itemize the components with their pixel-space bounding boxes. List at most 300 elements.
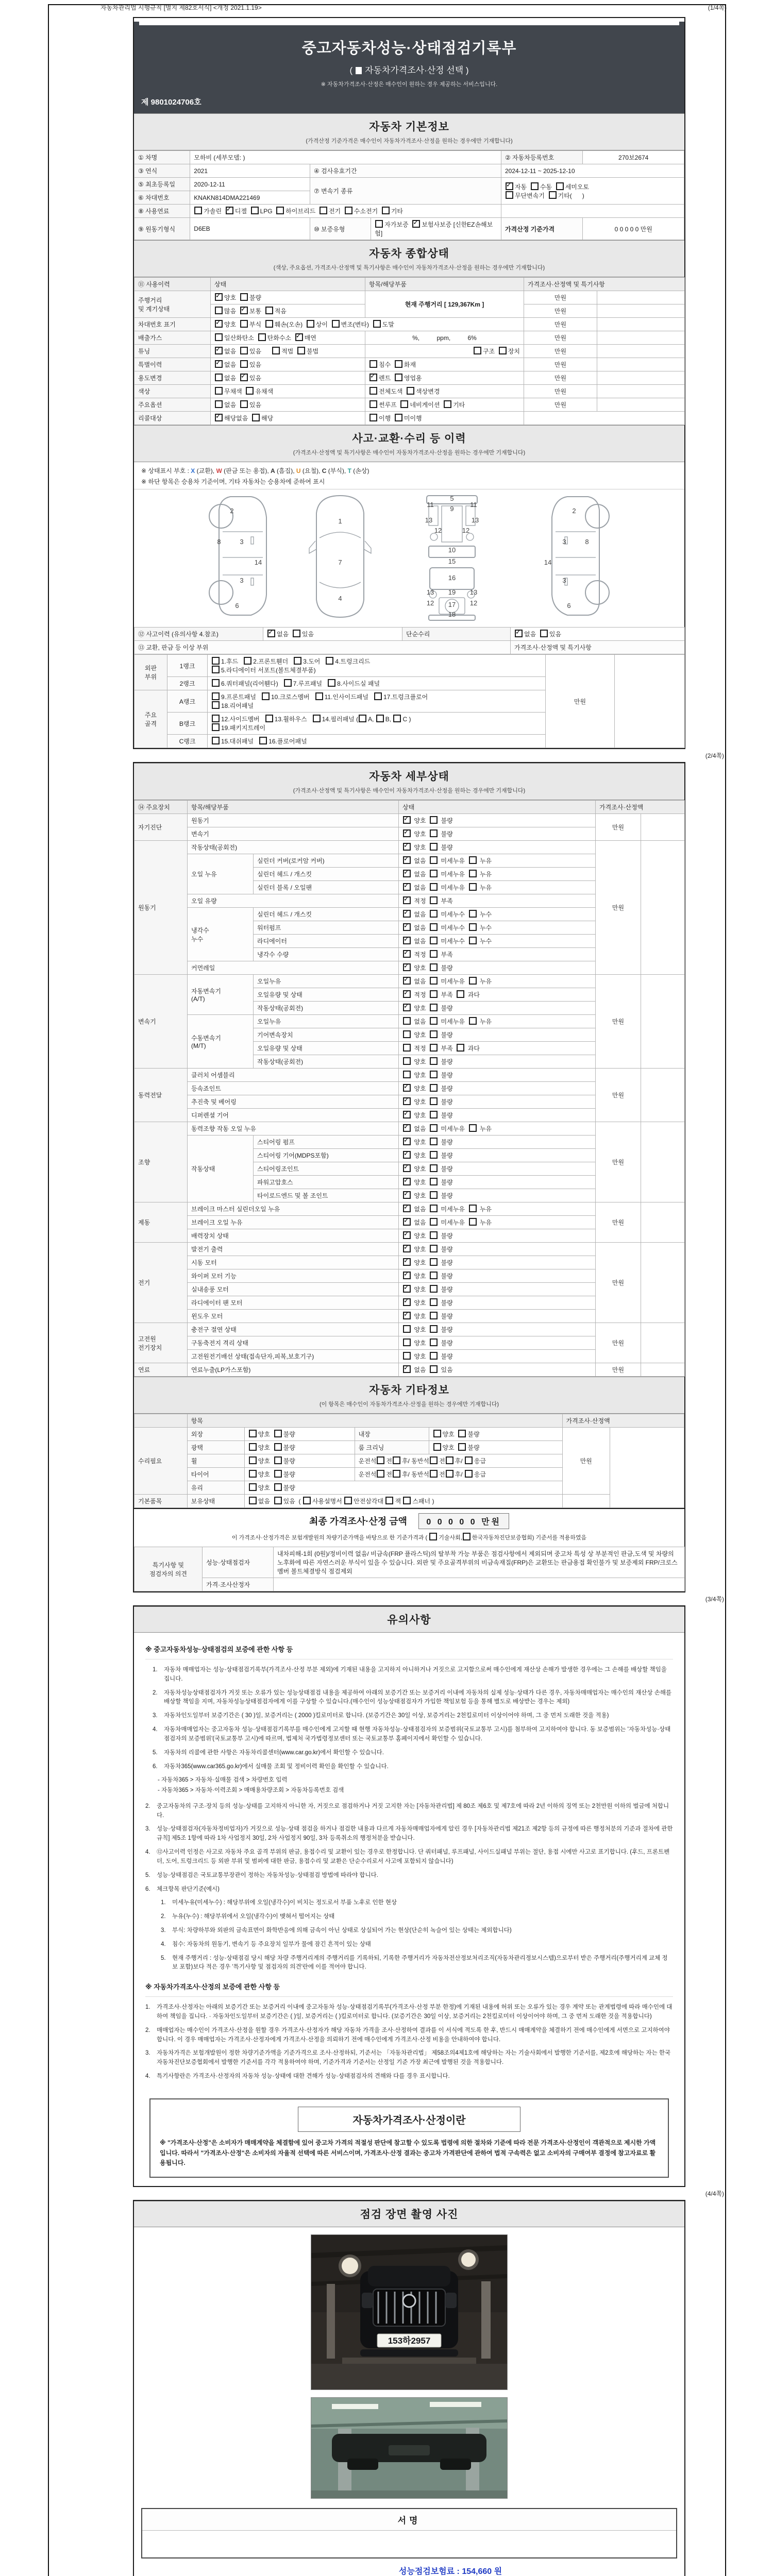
checkbox[interactable] bbox=[403, 1057, 411, 1065]
checkbox[interactable] bbox=[457, 990, 464, 998]
cell: ✓ 없음 미세누수 누수 bbox=[399, 908, 596, 921]
cell: 배출가스 bbox=[135, 331, 211, 345]
cell: ✓ 적정 부족 bbox=[399, 948, 596, 961]
checkbox[interactable] bbox=[215, 400, 223, 408]
notice-item-number: 2. bbox=[145, 1803, 150, 1809]
checkbox[interactable] bbox=[531, 182, 539, 190]
checkbox[interactable] bbox=[430, 1312, 438, 1319]
checkbox[interactable] bbox=[430, 843, 438, 851]
checkbox[interactable] bbox=[295, 333, 303, 341]
cell: 양호 불량 bbox=[244, 1454, 355, 1468]
page1-box bbox=[133, 17, 685, 749]
checkbox[interactable] bbox=[430, 910, 438, 918]
checkbox[interactable] bbox=[374, 692, 382, 700]
cell: 라디에이터 팬 모터 bbox=[188, 1296, 399, 1310]
checkbox[interactable] bbox=[506, 191, 513, 199]
diagram-part-number: 17 bbox=[448, 601, 456, 608]
checkbox[interactable] bbox=[469, 1218, 477, 1226]
checkbox[interactable] bbox=[320, 207, 327, 214]
notice-header bbox=[134, 1606, 684, 1633]
checkbox[interactable] bbox=[430, 1285, 438, 1293]
cell: KNAKN814DMA221469 bbox=[190, 191, 310, 205]
cell: 양호 불량 bbox=[399, 1055, 596, 1069]
checkbox[interactable] bbox=[465, 1470, 473, 1478]
checkbox[interactable] bbox=[403, 1164, 411, 1172]
checkbox[interactable] bbox=[212, 692, 220, 700]
cell: 만원 bbox=[524, 304, 597, 318]
cell: ⑬ 교환, 판금 등 이상 부위 bbox=[135, 641, 511, 654]
checkbox[interactable] bbox=[430, 1272, 438, 1279]
checkbox[interactable] bbox=[430, 856, 438, 864]
checkbox[interactable] bbox=[430, 1004, 438, 1011]
checkbox[interactable] bbox=[403, 1272, 411, 1279]
checkbox[interactable] bbox=[212, 715, 220, 722]
checkbox[interactable] bbox=[469, 923, 477, 931]
checkbox[interactable] bbox=[215, 307, 223, 314]
checkbox[interactable] bbox=[403, 937, 411, 944]
checkbox[interactable] bbox=[259, 737, 267, 744]
cell bbox=[641, 1323, 685, 1363]
checkbox[interactable] bbox=[240, 374, 248, 381]
checkbox[interactable] bbox=[403, 1138, 411, 1145]
checkbox[interactable] bbox=[215, 414, 223, 421]
checkbox[interactable] bbox=[499, 347, 507, 354]
cell: 실린더 헤드 / 개스킷 bbox=[254, 908, 399, 921]
checkbox[interactable] bbox=[469, 910, 477, 918]
notice-sub-line: - 자동차365 > 자동차·이력조회 > 매매용차량조회 > 자동차등록번호 검색 bbox=[158, 1787, 344, 1793]
checkbox[interactable] bbox=[430, 950, 438, 958]
cell: D6EB bbox=[190, 218, 310, 240]
checkbox[interactable] bbox=[430, 1298, 438, 1306]
checkbox[interactable] bbox=[403, 883, 411, 891]
cell: 특기사항 및 점검자의 의견 bbox=[135, 1547, 203, 1591]
checkbox[interactable] bbox=[345, 207, 352, 214]
checkbox[interactable] bbox=[293, 630, 300, 637]
cell: A랭크 bbox=[167, 690, 208, 713]
cell: 가격조사·산정액 및 특기사항 bbox=[511, 641, 685, 654]
checkbox[interactable] bbox=[430, 923, 438, 931]
legend-segment: T bbox=[347, 467, 351, 474]
checkbox[interactable] bbox=[377, 1470, 384, 1478]
cell: 실내송풍 모터 bbox=[188, 1283, 399, 1296]
checkbox[interactable] bbox=[274, 1470, 282, 1478]
checkbox[interactable] bbox=[369, 387, 377, 395]
checkbox[interactable] bbox=[469, 1124, 477, 1132]
checkbox[interactable] bbox=[430, 1365, 438, 1373]
checkbox[interactable] bbox=[556, 182, 564, 190]
checkbox[interactable] bbox=[249, 1443, 257, 1451]
checkbox[interactable] bbox=[274, 1483, 282, 1491]
checkbox[interactable] bbox=[297, 347, 305, 354]
notice-body bbox=[134, 1633, 684, 2091]
checkbox[interactable] bbox=[369, 374, 377, 381]
checkbox[interactable] bbox=[240, 320, 248, 328]
checkbox[interactable] bbox=[403, 870, 411, 877]
detail-subtitle: (가격조사·산정액 및 특기사항은 매수인이 자동차가격조사·산정을 원하는 경우에만 기재합니다) bbox=[293, 788, 526, 794]
cell: 양호 불량 bbox=[399, 1323, 596, 1336]
notice-item-text: 자동차매매업자는 중고자동차 성능·상태점검기록부를 매수인에게 고지할 때 현행 자동차성능·상태점검자의 보증범위(국토교통부 고시)를 첨부하여 고지하여야 합니다. 동 보증범위는 '자동차성능·상태점검자의 보증범위'(국토교통부 고시)에 따르며, 법제처 국가법령정보센터 또는 국토교통부 홈페이지에서 확인할 수 있습니다. bbox=[164, 1726, 671, 1742]
cell: 무채색 유채색 bbox=[211, 385, 365, 398]
checkbox[interactable] bbox=[430, 1231, 438, 1239]
diagram-part-number: 12 bbox=[426, 599, 434, 607]
checkbox[interactable] bbox=[430, 1470, 438, 1478]
checkbox[interactable] bbox=[465, 1456, 473, 1464]
checkbox[interactable] bbox=[430, 937, 438, 944]
cell: 없음 미세누유 누유 bbox=[399, 1015, 596, 1028]
checkbox[interactable] bbox=[403, 1071, 411, 1078]
checkbox[interactable] bbox=[430, 1178, 438, 1185]
checkbox[interactable] bbox=[403, 1231, 411, 1239]
cell: ✓ 양호 불량 bbox=[399, 1243, 596, 1256]
checkbox[interactable] bbox=[474, 347, 481, 354]
checkbox[interactable] bbox=[430, 896, 438, 904]
checkbox[interactable] bbox=[430, 1044, 438, 1052]
notice-item-number: 4. bbox=[145, 2073, 150, 2080]
checkbox[interactable] bbox=[194, 207, 202, 214]
checkbox[interactable] bbox=[403, 1312, 411, 1319]
checkbox[interactable] bbox=[403, 1151, 411, 1159]
legend-segment: A bbox=[271, 467, 275, 474]
detail-title: 자동차 세부상태 bbox=[369, 771, 449, 783]
checkbox[interactable] bbox=[395, 360, 402, 368]
checkbox[interactable] bbox=[315, 692, 323, 700]
checkbox[interactable] bbox=[403, 1365, 411, 1373]
checkbox[interactable] bbox=[258, 333, 266, 341]
checkbox[interactable] bbox=[244, 657, 251, 665]
checkbox[interactable] bbox=[403, 1285, 411, 1293]
checkbox[interactable] bbox=[430, 1338, 438, 1346]
cell: 2랭크 bbox=[167, 677, 208, 690]
checkbox[interactable] bbox=[446, 1470, 453, 1478]
checkbox[interactable] bbox=[252, 414, 260, 421]
checkbox[interactable] bbox=[430, 816, 438, 824]
cell: 실린더 블록 / 오일팬 bbox=[254, 881, 399, 894]
checkbox[interactable] bbox=[240, 360, 248, 368]
checkbox[interactable] bbox=[249, 1456, 257, 1464]
checkbox[interactable] bbox=[240, 400, 248, 408]
notice-item bbox=[153, 1749, 673, 1758]
checkbox[interactable] bbox=[332, 320, 340, 328]
checkbox[interactable] bbox=[430, 1097, 438, 1105]
checkbox[interactable] bbox=[430, 1191, 438, 1199]
checkbox[interactable] bbox=[274, 1456, 282, 1464]
checkbox[interactable] bbox=[430, 1111, 438, 1118]
notice-secA-title: ※ 중고자동차성능·상태점검의 보증에 관한 사항 등 bbox=[145, 1644, 673, 1659]
checkbox[interactable] bbox=[395, 374, 402, 381]
checkbox[interactable] bbox=[274, 1497, 282, 1504]
notice-item-text: ⑫사고이력 인정은 사고로 자동차 주요 골격 부위의 판금, 용접수리 및 교환이 있는 경우로 한정합니다. 단 쿼터패널, 루프패널, 사이드실패널 부위는 절단, 용접 시에만 사고로 표기합니다. (후드, 프론트펜더, 도어, 트렁크리드 등 외판 부위 및 범퍼에 대한 판금, 용접수리 및 교환은 단순수리로서 사고에 포함되지 않습니다) bbox=[157, 1849, 670, 1865]
checkbox[interactable] bbox=[430, 1030, 438, 1038]
checkbox[interactable] bbox=[249, 1497, 257, 1504]
checkbox[interactable] bbox=[430, 1456, 438, 1464]
cell bbox=[641, 814, 685, 841]
checkbox[interactable] bbox=[376, 715, 384, 722]
photo-title: 점검 장면 촬영 사진 bbox=[360, 2209, 459, 2221]
cell: ✓ 양호 불량 bbox=[399, 961, 596, 975]
checkbox[interactable] bbox=[382, 207, 390, 214]
checkbox[interactable] bbox=[403, 1258, 411, 1266]
cell: ✓ 양호 불량 bbox=[399, 1176, 596, 1189]
checkbox[interactable] bbox=[265, 715, 273, 722]
checkbox[interactable] bbox=[469, 870, 477, 877]
checkbox[interactable] bbox=[240, 307, 248, 314]
checkbox[interactable] bbox=[430, 977, 438, 985]
page-number-3: (3/4쪽) bbox=[705, 1596, 724, 1603]
checkbox[interactable] bbox=[506, 182, 513, 190]
diagram-part-number: 14 bbox=[544, 558, 552, 566]
checkbox[interactable] bbox=[469, 977, 477, 985]
notice-item-text: 체크항목 판단기준(예시) bbox=[157, 1886, 220, 1892]
checkbox[interactable] bbox=[403, 843, 411, 851]
checkbox[interactable] bbox=[430, 829, 438, 837]
checkbox[interactable] bbox=[267, 630, 275, 637]
checkbox[interactable] bbox=[276, 207, 284, 214]
checkbox[interactable] bbox=[430, 1071, 438, 1078]
checkbox[interactable] bbox=[549, 191, 557, 199]
checkbox[interactable] bbox=[307, 320, 314, 328]
checkbox[interactable] bbox=[403, 1245, 411, 1252]
checkbox[interactable] bbox=[375, 220, 383, 228]
checkbox[interactable] bbox=[377, 1456, 384, 1464]
checkbox[interactable] bbox=[403, 1218, 411, 1226]
cell bbox=[274, 1578, 685, 1591]
cell: 연료누출(LP가스포함) bbox=[188, 1363, 399, 1377]
checkbox[interactable] bbox=[212, 666, 220, 673]
checkbox[interactable] bbox=[469, 937, 477, 944]
checkbox[interactable] bbox=[403, 1124, 411, 1132]
checkbox[interactable] bbox=[403, 1030, 411, 1038]
checkbox[interactable] bbox=[344, 1497, 352, 1504]
checkbox[interactable] bbox=[457, 1044, 464, 1052]
cell: ✓ 없음 있음 bbox=[511, 628, 685, 641]
cell: ⑭ 주요장치 bbox=[135, 801, 188, 814]
cell: 많음 ✓보통 적음 bbox=[211, 304, 365, 318]
checkbox[interactable] bbox=[249, 1430, 257, 1437]
cell: ✓ 양호 불량 bbox=[399, 1082, 596, 1095]
checkbox[interactable] bbox=[265, 307, 273, 314]
cell: ✓ 양호 불량 bbox=[399, 1002, 596, 1015]
checkbox[interactable] bbox=[403, 1044, 411, 1052]
checkbox[interactable] bbox=[240, 347, 248, 354]
cell: 2020-12-11 bbox=[190, 178, 310, 191]
cell: ⑫ 사고이력 (유의사항 4.참조) bbox=[135, 628, 263, 641]
checkbox[interactable] bbox=[403, 1097, 411, 1105]
checkbox[interactable] bbox=[326, 657, 333, 665]
final-price-note: 이 가격조사·산정가격은 보험개발원의 차량기준가액을 바탕으로 한 기준가격과 ( 기술사회, 한국자동차진단보증협회) 기준서를 적용하였음 bbox=[139, 1533, 679, 1541]
cell: 작동상태(공회전) bbox=[254, 1002, 399, 1015]
checkbox[interactable] bbox=[430, 963, 438, 971]
checkbox[interactable] bbox=[212, 657, 220, 665]
checkbox[interactable] bbox=[430, 1151, 438, 1159]
other-info-subtitle: (이 항목은 매수인이 자동차가격조사·산정을 원하는 경우에만 기재합니다) bbox=[319, 1401, 499, 1408]
checkbox[interactable] bbox=[430, 1084, 438, 1092]
checkbox[interactable] bbox=[540, 630, 548, 637]
checkbox[interactable] bbox=[369, 400, 377, 408]
cell: 브레이크 오일 누유 bbox=[188, 1216, 399, 1229]
checkbox[interactable] bbox=[215, 374, 223, 381]
checkbox[interactable] bbox=[403, 990, 411, 998]
checkbox[interactable] bbox=[444, 400, 451, 408]
checkbox[interactable] bbox=[430, 1124, 438, 1132]
signature-box bbox=[141, 2508, 677, 2558]
checkbox[interactable] bbox=[469, 883, 477, 891]
cell bbox=[597, 318, 685, 331]
cell: 썬루프 네비게이션 기타 bbox=[365, 398, 524, 412]
checkbox[interactable] bbox=[403, 1084, 411, 1092]
checkbox[interactable] bbox=[463, 1533, 470, 1540]
checkbox[interactable] bbox=[294, 657, 301, 665]
checkbox[interactable] bbox=[430, 1245, 438, 1252]
checkbox[interactable] bbox=[403, 1338, 411, 1346]
checkbox[interactable] bbox=[393, 1456, 400, 1464]
checkbox[interactable] bbox=[385, 1497, 393, 1504]
checkbox[interactable] bbox=[393, 1470, 400, 1478]
checkbox[interactable] bbox=[212, 723, 220, 731]
cell: 외판 부위 bbox=[135, 655, 167, 690]
checkbox[interactable] bbox=[403, 1325, 411, 1333]
checkbox[interactable] bbox=[215, 347, 223, 354]
checkbox[interactable] bbox=[303, 1497, 311, 1504]
cell: 내장 bbox=[355, 1428, 429, 1441]
checkbox[interactable] bbox=[515, 630, 523, 637]
checkbox[interactable] bbox=[403, 896, 411, 904]
checkbox[interactable] bbox=[212, 679, 220, 687]
checkbox[interactable] bbox=[403, 1298, 411, 1306]
page3-box bbox=[133, 1605, 685, 2187]
checkbox[interactable] bbox=[412, 220, 420, 228]
cell: 냉각수 수량 bbox=[254, 948, 399, 961]
checkbox[interactable] bbox=[369, 414, 377, 421]
checkbox[interactable] bbox=[403, 1497, 411, 1504]
checkbox[interactable] bbox=[469, 1205, 477, 1212]
checkbox[interactable] bbox=[430, 1017, 438, 1025]
checkbox[interactable] bbox=[265, 320, 273, 328]
checkbox[interactable] bbox=[430, 1352, 438, 1360]
checkbox[interactable] bbox=[430, 1205, 438, 1212]
checkbox[interactable] bbox=[403, 1205, 411, 1212]
checkbox[interactable] bbox=[395, 414, 402, 421]
checkbox[interactable] bbox=[403, 1004, 411, 1011]
checkbox[interactable] bbox=[430, 883, 438, 891]
cell: 유리 bbox=[187, 1481, 244, 1495]
checkbox[interactable] bbox=[249, 1483, 257, 1491]
cell: ✓ 양호 불량 bbox=[399, 1109, 596, 1122]
page-number-2: (2/4쪽) bbox=[705, 752, 724, 759]
checkbox[interactable] bbox=[407, 387, 414, 395]
checkbox[interactable] bbox=[215, 360, 223, 368]
checkbox[interactable] bbox=[446, 1456, 453, 1464]
checkbox[interactable] bbox=[403, 1191, 411, 1199]
checkbox[interactable] bbox=[246, 387, 254, 395]
checkbox[interactable] bbox=[393, 715, 401, 722]
checkbox[interactable] bbox=[226, 207, 233, 214]
checkbox[interactable] bbox=[359, 715, 366, 722]
checkbox[interactable] bbox=[430, 1218, 438, 1226]
checkbox[interactable] bbox=[403, 1111, 411, 1118]
cell: ✓ 양호 불량 bbox=[399, 841, 596, 854]
legend-segment: (흠집), bbox=[275, 467, 296, 474]
cell: 양호 불량 bbox=[244, 1468, 355, 1481]
cell: ✓ 양호 부식 훼손(오손) 상이 변조(변타) 도말 bbox=[211, 318, 524, 331]
cell: 휠 bbox=[187, 1454, 244, 1468]
cell: C랭크 bbox=[167, 735, 208, 748]
cell: ② 자동차등록번호 bbox=[501, 151, 582, 164]
notice-item-text: 자동차 매매업자는 성능·상태점검기록부(가격조사·산정 부분 제외)에 기재된 내용을 고지하지 아니하거나 거짓으로 고지함으로써 매수인에게 재산상 손해가 발생한 경우에는 그 손해를 배상할 책임을 집니다. bbox=[164, 1667, 667, 1682]
checkbox[interactable] bbox=[403, 950, 411, 958]
checkbox[interactable] bbox=[403, 977, 411, 985]
checkbox[interactable] bbox=[274, 1430, 282, 1437]
cell: 가격산정 기준가격 bbox=[501, 218, 582, 240]
checkbox[interactable] bbox=[403, 963, 411, 971]
checkbox[interactable] bbox=[403, 1352, 411, 1360]
checkbox[interactable] bbox=[403, 1178, 411, 1185]
notice-sub-item bbox=[161, 1940, 673, 1950]
checkbox[interactable] bbox=[262, 692, 270, 700]
checkbox[interactable] bbox=[469, 1017, 477, 1025]
checkbox[interactable] bbox=[433, 1443, 441, 1451]
cell: 자가보증 ✓보험사보증 [신한EZ손해보험] bbox=[371, 218, 501, 240]
checkbox[interactable] bbox=[430, 1164, 438, 1172]
checkbox[interactable] bbox=[403, 910, 411, 918]
cell: 타이로드엔드 및 볼 조인트 bbox=[254, 1189, 399, 1202]
checkbox[interactable] bbox=[240, 293, 248, 301]
checkbox[interactable] bbox=[249, 1470, 257, 1478]
checkbox[interactable] bbox=[430, 1258, 438, 1266]
checkbox[interactable] bbox=[433, 1430, 441, 1437]
checkbox[interactable] bbox=[430, 870, 438, 877]
checkbox[interactable] bbox=[403, 829, 411, 837]
checkbox[interactable] bbox=[430, 1057, 438, 1065]
checkbox[interactable] bbox=[373, 320, 381, 328]
price-select-label: 자동차가격조사·산정 선택 bbox=[365, 65, 464, 75]
checkbox[interactable] bbox=[403, 923, 411, 931]
checkbox[interactable] bbox=[458, 1443, 466, 1451]
checkbox[interactable] bbox=[215, 320, 223, 328]
checkbox[interactable] bbox=[215, 293, 223, 301]
checkbox[interactable] bbox=[215, 333, 223, 341]
checkbox[interactable] bbox=[272, 347, 280, 354]
checkbox[interactable] bbox=[400, 400, 408, 408]
checkbox[interactable] bbox=[403, 856, 411, 864]
cell: ✓ 없음 있음 bbox=[211, 358, 365, 371]
cell: 단순수리 bbox=[402, 628, 511, 641]
checkbox[interactable] bbox=[403, 816, 411, 824]
checkbox[interactable] bbox=[458, 1430, 466, 1437]
checkbox[interactable] bbox=[212, 701, 220, 709]
legend-segment: (부식), bbox=[326, 467, 348, 474]
cell: %, ppm, 6% bbox=[365, 331, 524, 345]
car-diagram bbox=[134, 489, 684, 627]
checkbox[interactable] bbox=[313, 715, 321, 722]
checkbox[interactable] bbox=[212, 737, 220, 744]
cell: 2021 bbox=[190, 164, 310, 178]
diagram-part-number: 13 bbox=[471, 516, 479, 524]
diagram-part-number: 11 bbox=[427, 501, 434, 509]
checkbox[interactable] bbox=[274, 1443, 282, 1451]
checkbox[interactable] bbox=[328, 679, 335, 687]
checkbox[interactable] bbox=[284, 679, 292, 687]
checkbox[interactable] bbox=[469, 856, 477, 864]
checkbox[interactable] bbox=[251, 207, 259, 214]
checkbox[interactable] bbox=[430, 1138, 438, 1145]
checkbox[interactable] bbox=[369, 360, 377, 368]
checkbox[interactable] bbox=[430, 1325, 438, 1333]
checkbox[interactable] bbox=[429, 1533, 437, 1540]
checkbox[interactable] bbox=[215, 387, 223, 395]
checkbox[interactable] bbox=[430, 990, 438, 998]
cell bbox=[641, 1243, 685, 1323]
checkbox[interactable] bbox=[403, 1017, 411, 1025]
